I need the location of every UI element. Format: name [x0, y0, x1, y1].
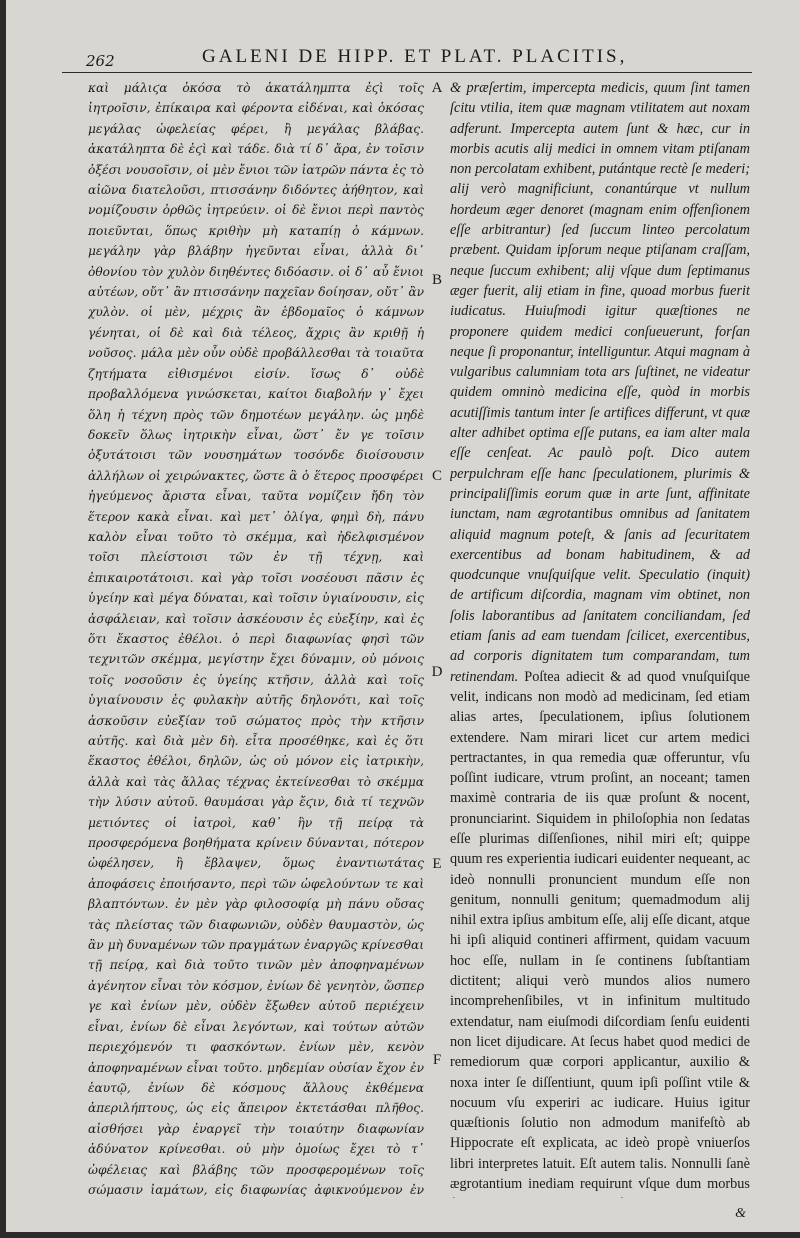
section-marker-d: D [431, 664, 443, 680]
latin-text-roman: Poſtea adiecit & ad quod vnuſquiſque velit, indicans non modò ad medicinam, ſed etiam alias artes, ſpeculationem, ipſius ſolutionem extendere. Nam mirari licet cur artem medici pertractantes, in qua remedia quæ offeruntur, vſu poſſint iudicare, vtrum proſint, an noceant; tamen maximè contraria de iis quæ proſunt & nocent, pronunciarint. Siquidem in philoſophia non ſedatas eſſe plurimas diſſenſiones, nihil miri eſt; quippe quum res experientia iudicari euidenter nequeant, ac ideò nonnulli pronuncient mundum eſſe non genitum, nonnulli genitum; quemadmodum alij nihil extra ipſius ambitum eſſe, alij eſſe dicant, atque hi ipſi aliquid contineri affirment, quidam vacuum hoc eſſe, nullam in ſe continens ſubſtantiam dictitent; aliqui verò mundos alios numero incomprehenſibiles, vt in infinitum multitudo extendatur, nam eiuſmodi diſcordiam ſenſu euidenti non licet dijudicare. At ſecus habet quod medici de remediorum quæ corpori applicantur, auxilio & noxa inter ſe diſſentiunt, quum ipſi poſſint vtile & nocuum vſu experiri ac iudicare. Huius igitur quæſtionis ſolutio non admodum manifeſtò ab Hippocrate eſt explicata, ac ideò propè vniuerſos libri interpretes latuit. Eſt autem talis. Nonnulli ſanè ægrotantium inediam requirunt vſque dum morbus [450, 668, 750, 1193]
greek-text: καὶ μάλιϛα ὁκόσα τὸ ἀκατάλημπτα ἐϛὶ τοῖς ἰητροῖσιν, ἐπίκαιρα καὶ φέροντα εἰδέναι, καὶ ὁκόσας μεγάλας ὠφελείας φέρει, ἢ μεγάλας βλάβας. ἀκατάληπτα δὲ ἐϛὶ καὶ τάδε. διὰ τί δ᾽ ἄρα, ἐν τοῖσιν ὀξέσι νουσοῖσιν, οἱ μὲν ἔνιοι τῶν ἰατρῶν πάντα ἐς τὸ αἰῶνα διατελοῦσι, πτισσάνην διδόντες ἀήθητον, καὶ νομίζουσιν ὀρθῶς ἰητρεύειν. οἱ δὲ ἔνιοι περὶ παντὸς ποιεῦνται, ὅπως κριθὴν μὴ καταπίῃ ὁ κάμνων. μεγάλην γὰρ βλάβην ἡγεῦνται εἶναι, ἀλλὰ δι᾽ ὀθονίου τὸν χυλὸν διηθέντες διδόασιν. οἱ δ᾽ αὖ ἔνιοι αὐτέων, οὔτ᾽ ἂν πτισσάνην παχεῖαν δοίησαν, οὔτ᾽ ἂν χυλὸν. οἱ μὲν, μέχρις ἂν ἑβδομαῖος ὁ κάμνων γένηται, οἱ δὲ καὶ διὰ τέλεος, ἄχρις ἂν κριθῇ ἡ νοῦσος. μάλα μὲν οὖν οὐδὲ προβάλλεσθαι τὰ τοιαῦτα ζητήματα εἰθισμένοι εἰσίν. ἴσως δ᾽ οὐδὲ προβαλλόμενα γινώσκεται, καίτοι διαβολήν γ᾽ ἔχει ὅλη ἡ τέχνη πρὸς τῶν δημοτέων μεγάλην. ὡς μηδὲ δοκεῖν ὅλως ἰητρικὴν εἶναι, ὥστ᾽ ἔν γε τοῖσιν ὀξυτάτοισι τῶν νουσημάτων τοσόνδε διοίσουσιν ἀλλήλων οἱ χειρώνακτες, ὥστε ἃ ὁ ἕτερος προσφέρει ἡγεύμενος ἄριστα εἶναι, ταῦτα νομίζειν ἤδη τὸν ἕτερον κακὰ εἶναι. καὶ μετ᾽ ὀλίγα, φημὶ δὴ, πάνυ καλὸν εἶναι τοῦτο τὸ σκέμμα, καὶ ἠδελφισμένον τοῖσι πλείστοισι τῶν ἐν τῇ τέχνῃ, καὶ ἐπικαιροτάτοισι. καὶ γὰρ τοῖσι νοσέουσι πᾶσιν ἐς ὑγείην καὶ μέγα δύναται, καὶ τοῖσιν ὑγιαίνουσιν, εἰς ἀσφάλειαν, καὶ τοῖσιν ἀσκέουσιν ἐς εὐεξίην, καὶ ἐς ὅτι ἕκαστος ἐθέλοι. ὁ περὶ διαφωνίας φησὶ τῶν τεχνιτῶν σκέμμα, μεγίστην ἔχει δύναμιν, οὐ μόνοις τοῖς νοσοῦσιν ἐς ὑγείης κτῆσιν, ἀλλὰ καὶ τοῖς ὑγιαίνουσιν ἐς φυλακὴν αὐτῆς δηλονότι, καὶ τοῖς ἀσκοῦσιν εὐεξίαν τοῦ σώματος πρὸς τὴν κτῆσιν αὐτῆς. καὶ διὰ μὲν δὴ. εἶτα προσέθηκε, καὶ ἐς ὅτι ἕκαστος ἐθέλοι, δηλῶν, ὡς οὐ μόνον εἰς ἰατρικὴν, ἀλλὰ καὶ τὰς ἄλλας τέχνας ἐκτείνεσθαι τὸ σκέμμα τὴν λύσιν αὐτοῦ. θαυμάσαι γὰρ ἔϛιν, διὰ τί τεχνῶν μετιόντες οἱ ἰατροὶ, καθ᾽ ἣν τῇ πείρᾳ τὰ προσφερόμενα βοηθήματα κρίνειν δύνανται, πότερον ὠφέλησεν, ἢ ἔβλαψεν, ὅμως ἐναντιωτάτας ἀποφάσεις ἐποιήσαντο, περὶ τῶν ὠφελούντων τε καὶ βλαπτόντων. ἐν μὲν γὰρ φιλοσοφίᾳ μὴ πάνυ οὔσας τὰς πλείστας τῶν διαφωνιῶν, οὐδὲν θαυμαστὸν, ὡς ἂν μὴ δυναμένων τῶν πραγμάτων ἐναργῶς κρίνεσθαι τῇ πείρᾳ, καὶ διὰ τοῦτο τινῶν μὲν ἀποφηναμένων ἀγένητον εἶναι τὸν κόσμον, ἐνίων δὲ γενητὸν, ὥσπερ γε καὶ ἐνίων μὲν, οὐδὲν ἔξωθεν αὐτοῦ περιέχειν εἶναι, ἐνίων δὲ εἶναι λεγόντων, καὶ τούτων αὐτῶν περιεχόμενόν τι φασκόντων. ἐνίων μὲν, κενὸν ἀποφηναμένων εἶναι τοῦτο. μηδεμίαν οὐσίαν ἔχον ἐν ἑαυτῷ, ἐνίων δὲ κόσμους ἄλλους ἐκθέμενα ἀπεριλήπτους, ὡς εἰς ἄπειρον ἐκτετάσθαι πλῆθος. αἰσθήσει γὰρ ἐναργεῖ τὴν τοιαύτην διαφωνίαν ἀδύνατον κρίνεσθαι. οὐ μὴν ὁμοίως ἔχει τὸ τ᾽ ὠφέλειας καὶ βλάβης τῶν προσφερομένων τοῖς σώμασιν ἰαμάτων, εἰς διαφωνίας ἀφικνούμενον ἐν [88, 81, 424, 1197]
catchword: & [735, 1206, 746, 1221]
section-marker-b: B [431, 272, 442, 288]
scan-edge-left [0, 0, 6, 1238]
latin-column [450, 78, 750, 1198]
section-marker-a: A [431, 80, 443, 96]
page-header [62, 46, 752, 73]
running-head: GALENI DE HIPP. ET PLAT. PLACITIS, [202, 46, 628, 67]
section-marker-e: E [432, 856, 442, 872]
greek-column [88, 78, 424, 1198]
latin-text [450, 78, 750, 1198]
scan-edge-bottom [0, 1232, 800, 1238]
section-marker-f: F [432, 1052, 442, 1068]
section-marker-c: C [431, 468, 442, 484]
page-number: 262 [86, 52, 115, 70]
latin-text-italic: & præſertim, impercepta medicis, quum ſint tamen ſcitu vtilia, item quæ magnam vtilitatem aut noxam adferunt. Impercepta autem ſunt & hæc, cur in morbis acutis alij medici in omnem vitam ptiſanam non percolatam exhibent, putántque rectè ſe mederi; alij verò magnificiunt, conantúrque vt nullum hordeum æger denoret (magnam enim offenſionem eſſe arbitrantur) ſed ſuccum linteo percolatum præbent. Quidam ipſorum neque ptiſanam craſſam, neque ſuccum exhibent; alij vſque dum ſeptimanus æger fuerit, alij etiam in fine, quoad morbus fuerit iudicatus. Huiuſmodi igitur quæſtiones ne proponere quidem medici conſueuerunt, forſan neque ſi proponantur, intelliguntur. Atqui magnam à vulgaribus calumniam tota ars ſuſtinet, ne videatur quidem omninò medicina eſſe, quòd in morbis acutiſſimis tantum inter ſe artifices differunt, vt quæ alter adhibet optima eſſe putans, ea iam alter mala eſſe cenſeat. Ac paulò poſt. Dico autem perpulchram eſſe hanc ſpeculationem, plurimis & principaliſſimis eorum quæ in arte ſunt, affinitate iunctam, nam ægrotantibus omnibus ad ſanitatem aliquid magnum poteſt, & ſanis ad ſecuritatem exercentibus ad bonam habitudinem, & ad quodcunque vnuſquiſque velit. Speculatio (inquit) de artificum diſcordia, magnam vim obtinet, non ſolis laborantibus ad ſanitatem conciliandam, ſed etiam ſanis ad eam tuendam ſcilicet, exercentibus, ad corporis dignitatem tum comparandam, tum retinendam. [450, 80, 750, 685]
